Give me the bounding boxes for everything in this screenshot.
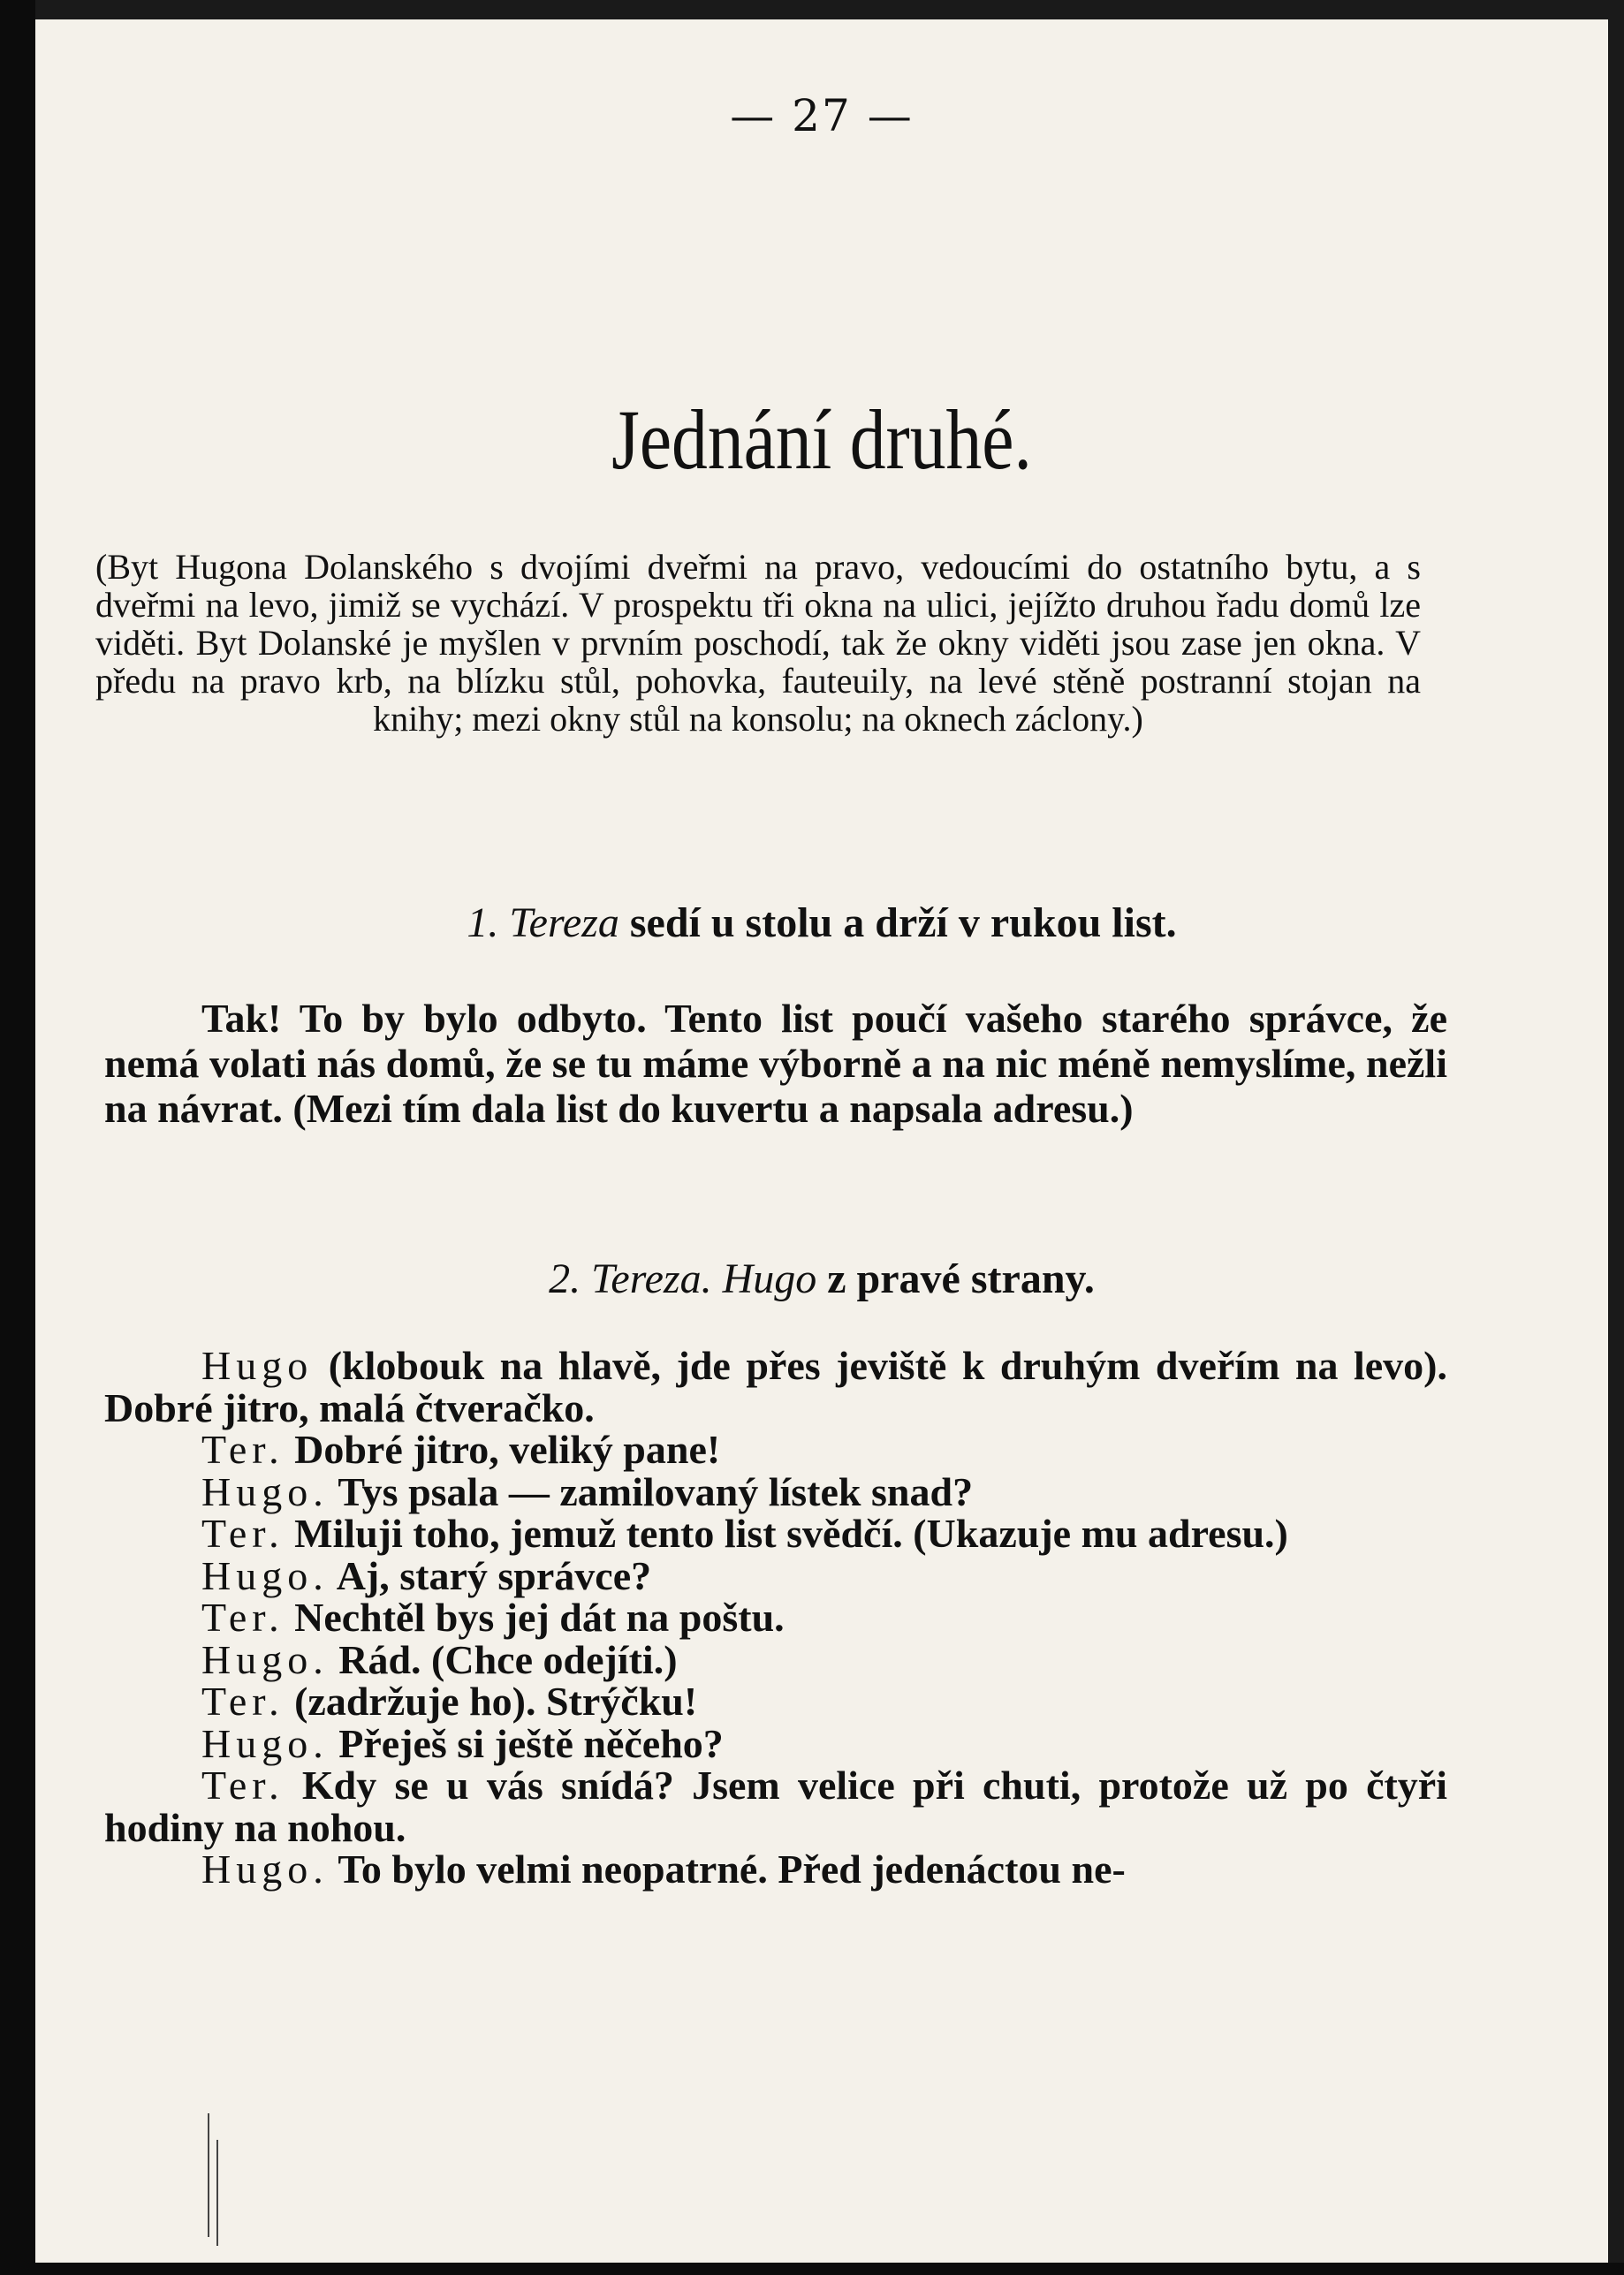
scene-action: z pravé strany. <box>827 1255 1095 1302</box>
dialogue-line <box>104 1764 1447 1848</box>
dialogue-line <box>104 1680 1447 1723</box>
book-page <box>35 19 1608 2264</box>
scene-heading-2 <box>35 1255 1608 1303</box>
speaker-name: Hugo <box>201 1343 314 1388</box>
speaker-name: Hugo. <box>201 1552 329 1598</box>
dialogue-text: To bylo velmi neopatrné. Před jedenáctou ne- <box>338 1847 1126 1892</box>
speaker-name: Ter. <box>201 1763 285 1808</box>
speaker-name: Hugo. <box>201 1847 329 1892</box>
speaker-name: Ter. <box>201 1427 285 1472</box>
speaker-name: Hugo. <box>201 1468 329 1514</box>
speaker-name: Hugo. <box>201 1720 329 1766</box>
dialogue-text: Kdy se u vás snídá? Jsem velice při chuti, protože už po čtyři hodiny na nohou. <box>104 1763 1448 1850</box>
scene-characters: Tereza <box>509 899 619 946</box>
dialogue-line <box>104 1720 1447 1766</box>
dialogue-line <box>104 1848 1447 1891</box>
dialogue-text: Nechtěl bys jej dát na poštu. <box>294 1595 785 1640</box>
scene-heading-1 <box>35 899 1608 947</box>
scan-artifact-line <box>216 2140 218 2246</box>
dialogue-text: Aj, starý správce? <box>336 1552 652 1598</box>
scene-characters: Tereza. Hugo <box>591 1255 817 1302</box>
dialogue-text: (klobouk na hlavě, jde přes jeviště k druhým dveřím na levo). Dobré jitro, malá čtveračko. <box>104 1343 1447 1430</box>
dialogue-text: Přeješ si ještě něčeho? <box>338 1720 724 1766</box>
dialogue-line <box>104 1345 1447 1429</box>
page-number: — 27 — <box>730 90 914 141</box>
scan-left-border <box>0 0 35 2275</box>
speaker-name: Ter. <box>201 1595 285 1640</box>
stage-direction: (Byt Hugona Dolanského s dvojími dveřmi na pravo, vedoucími do ostatního bytu, a s dveřmi na levo, jimiž se vychází. V prospektu tři okna na ulici, jejížto druhou řadu domů lze viděti. Byt Dolanské je myšlen v prvním poschodí, tak že okny viděti jsou zase jen okna. V předu na pravo krb, na blízku stůl, pohovka, fauteuily, na levé stěně postranní stojan na knihy; mezi okny stůl na konsolu; na oknech záclony.) <box>95 547 1421 739</box>
speaker-name: Ter. <box>201 1679 285 1724</box>
speaker-name: Ter. <box>201 1511 285 1556</box>
speaker-name: Hugo. <box>201 1636 329 1682</box>
dialogue-text: Tys psala — zamilovaný lístek snad? <box>338 1468 974 1514</box>
scan-artifact-line <box>208 2113 209 2237</box>
scene-action: sedí u stolu a drží v rukou list. <box>629 899 1177 946</box>
act-title: Jednání druhé. <box>611 392 1032 487</box>
dialogue-line <box>104 1429 1447 1471</box>
dialogue-text: Rád. (Chce odejíti.) <box>338 1636 678 1682</box>
dialogue-block <box>104 1345 1447 1891</box>
dialogue-line <box>104 1596 1447 1639</box>
dialogue-line <box>104 1513 1447 1555</box>
dialogue-text: Dobré jitro, veliký pane! <box>294 1427 721 1472</box>
dialogue-line <box>104 1552 1447 1598</box>
scan-bottom-border <box>0 2263 1624 2275</box>
dialogue-line <box>104 1468 1447 1514</box>
dialogue-text: Miluji toho, jemuž tento list svědčí. (Ukazuje mu adresu.) <box>294 1511 1288 1556</box>
dialogue-text: (zadržuje ho). Strýčku! <box>294 1679 698 1724</box>
scene1-speech: Tak! To by bylo odbyto. Tento list poučí vašeho starého správce, že nemá volati nás domů, že se tu máme výborně a na nic méně nemyslíme, nežli na návrat. (Mezi tím dala list do kuvertu a napsala adresu.) <box>104 996 1447 1131</box>
scene-number: 1. <box>467 899 499 946</box>
scene-number: 2. <box>549 1255 581 1302</box>
dialogue-line <box>104 1636 1447 1682</box>
